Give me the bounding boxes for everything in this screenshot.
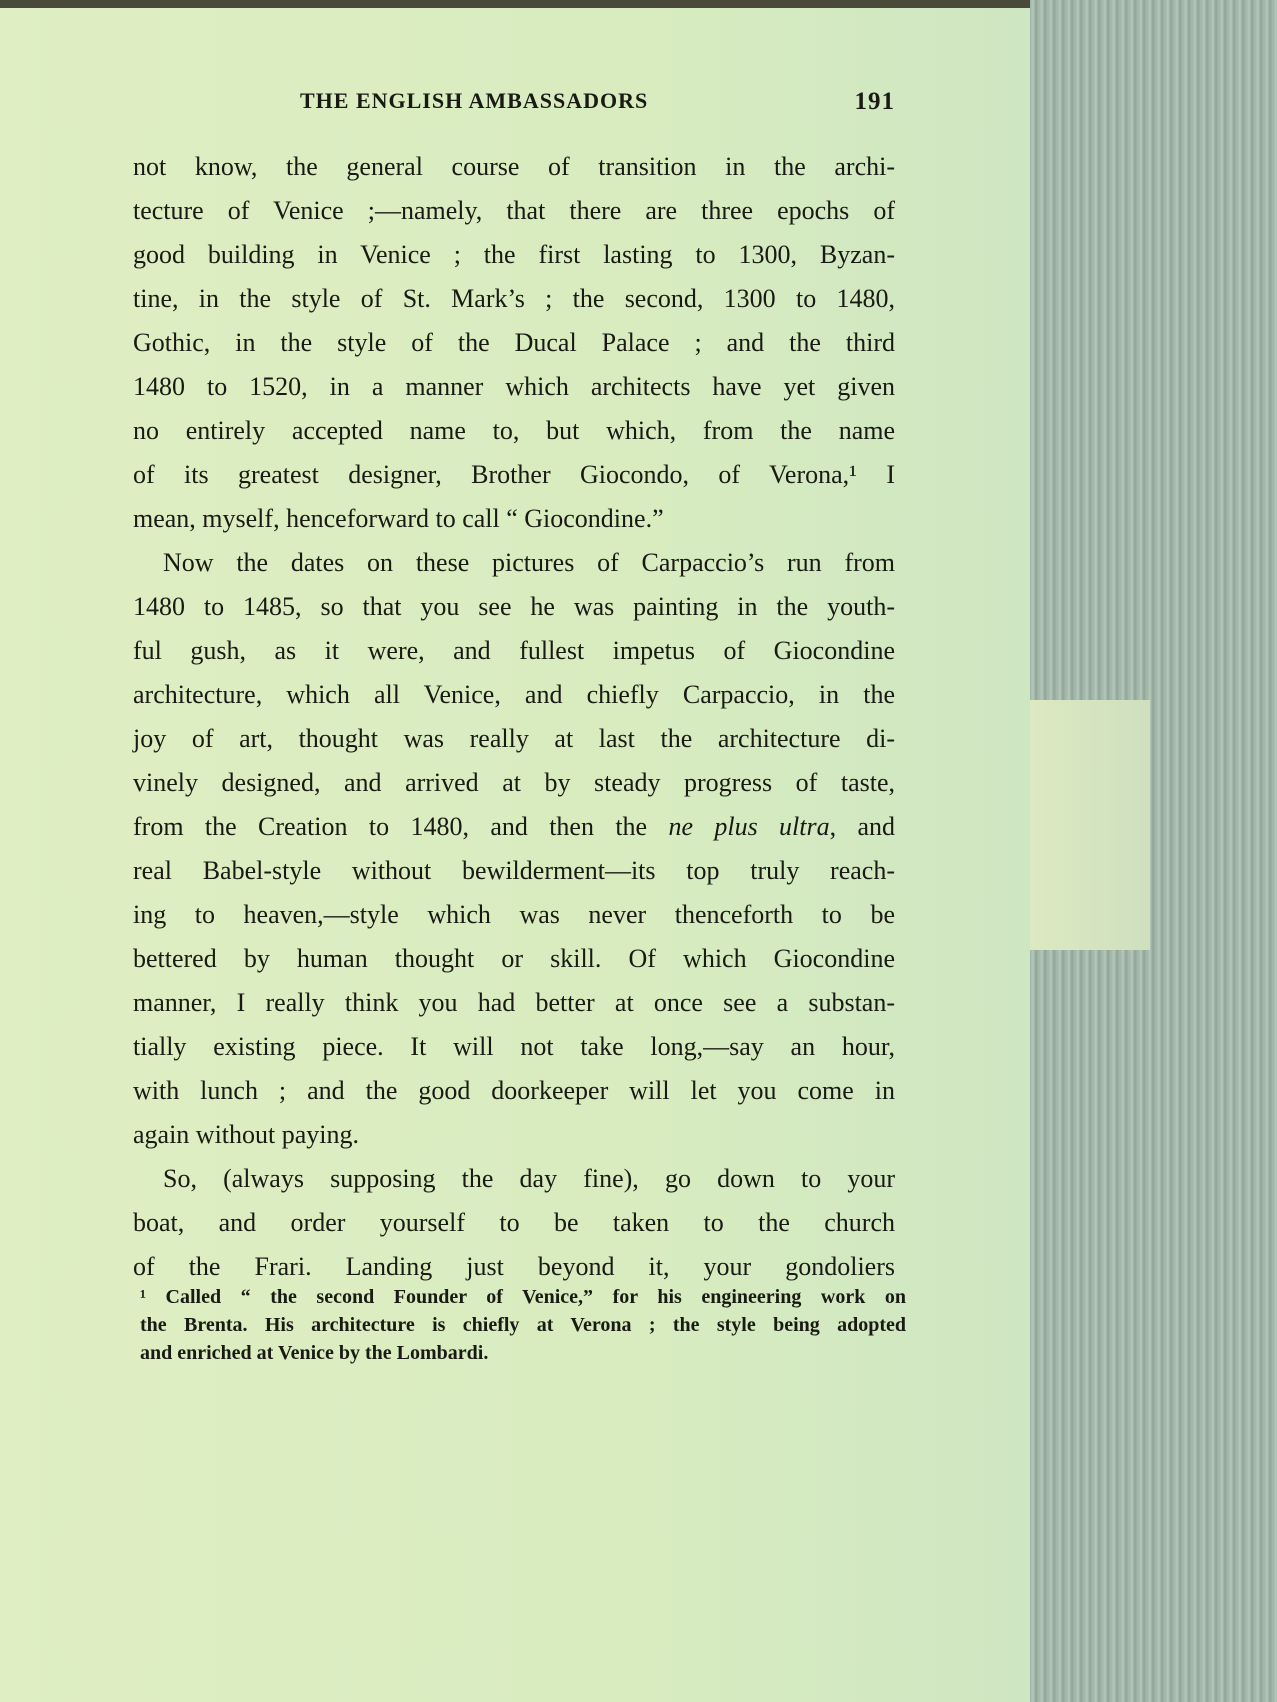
text-line: So, (always supposing the day fine), go down to your (163, 1164, 895, 1193)
text-line: real Babel-style without bewilderment—its top truly reach- (133, 856, 895, 885)
text-line: architecture, which all Venice, and chiefly Carpaccio, in the (133, 680, 895, 709)
text-line: with lunch ; and the good doorkeeper will let you come in (133, 1076, 895, 1105)
text-line: ing to heaven,—style which was never thenceforth to be (133, 900, 895, 929)
page-number: 191 (854, 88, 895, 115)
text-line: 1480 to 1485, so that you see he was painting in the youth- (133, 592, 895, 621)
text-line: of the Frari. Landing just beyond it, your gondoliers (133, 1252, 895, 1281)
text-line: of its greatest designer, Brother Giocondo, of Verona,¹ I (133, 460, 895, 489)
text-line: ful gush, as it were, and fullest impetus of Giocondine (133, 636, 895, 665)
text-line: again without paying. (133, 1120, 360, 1149)
text-line: mean, myself, henceforward to call “ Giocondine.” (133, 504, 664, 533)
text-line: tecture of Venice ;—namely, that there are three epochs of (133, 196, 895, 225)
text-line: from the Creation to 1480, and then the ne plus ultra, and (133, 812, 896, 841)
footnote-line: and enriched at Venice by the Lombardi. (140, 1342, 489, 1364)
text-line: not know, the general course of transition in the archi- (133, 152, 895, 181)
body-text (133, 145, 895, 1289)
text-line: bettered by human thought or skill. Of which Giocondine (133, 944, 895, 973)
running-title: THE ENGLISH AMBASSADORS (300, 88, 649, 113)
text-line: manner, I really think you had better at once see a substan- (133, 988, 895, 1017)
page-edge-highlight (1030, 700, 1150, 950)
text-line: Now the dates on these pictures of Carpaccio’s run from (163, 548, 895, 577)
text-line: tially existing piece. It will not take long,—say an hour, (133, 1032, 895, 1061)
text-line: 1480 to 1520, in a manner which architects have yet given (133, 372, 895, 401)
text-line: tine, in the style of St. Mark’s ; the second, 1300 to 1480, (133, 284, 895, 313)
text-line: boat, and order yourself to be taken to the church (133, 1208, 895, 1237)
text-line: joy of art, thought was really at last the architecture di- (133, 724, 895, 753)
text-line: no entirely accepted name to, but which, from the name (133, 416, 895, 445)
text-line: vinely designed, and arrived at by steady progress of taste, (133, 768, 895, 797)
text-line: Gothic, in the style of the Ducal Palace ; and the third (133, 328, 895, 357)
footnote-line: the Brenta. His architecture is chiefly at Verona ; the style being adopted (140, 1314, 906, 1336)
footnote-line: ¹ Called “ the second Founder of Venice,” for his engineering work on (140, 1286, 906, 1308)
footnote (140, 1283, 906, 1367)
text-line: good building in Venice ; the first lasting to 1300, Byzan- (133, 240, 895, 269)
italic-phrase: ne plus ultra (668, 812, 830, 841)
